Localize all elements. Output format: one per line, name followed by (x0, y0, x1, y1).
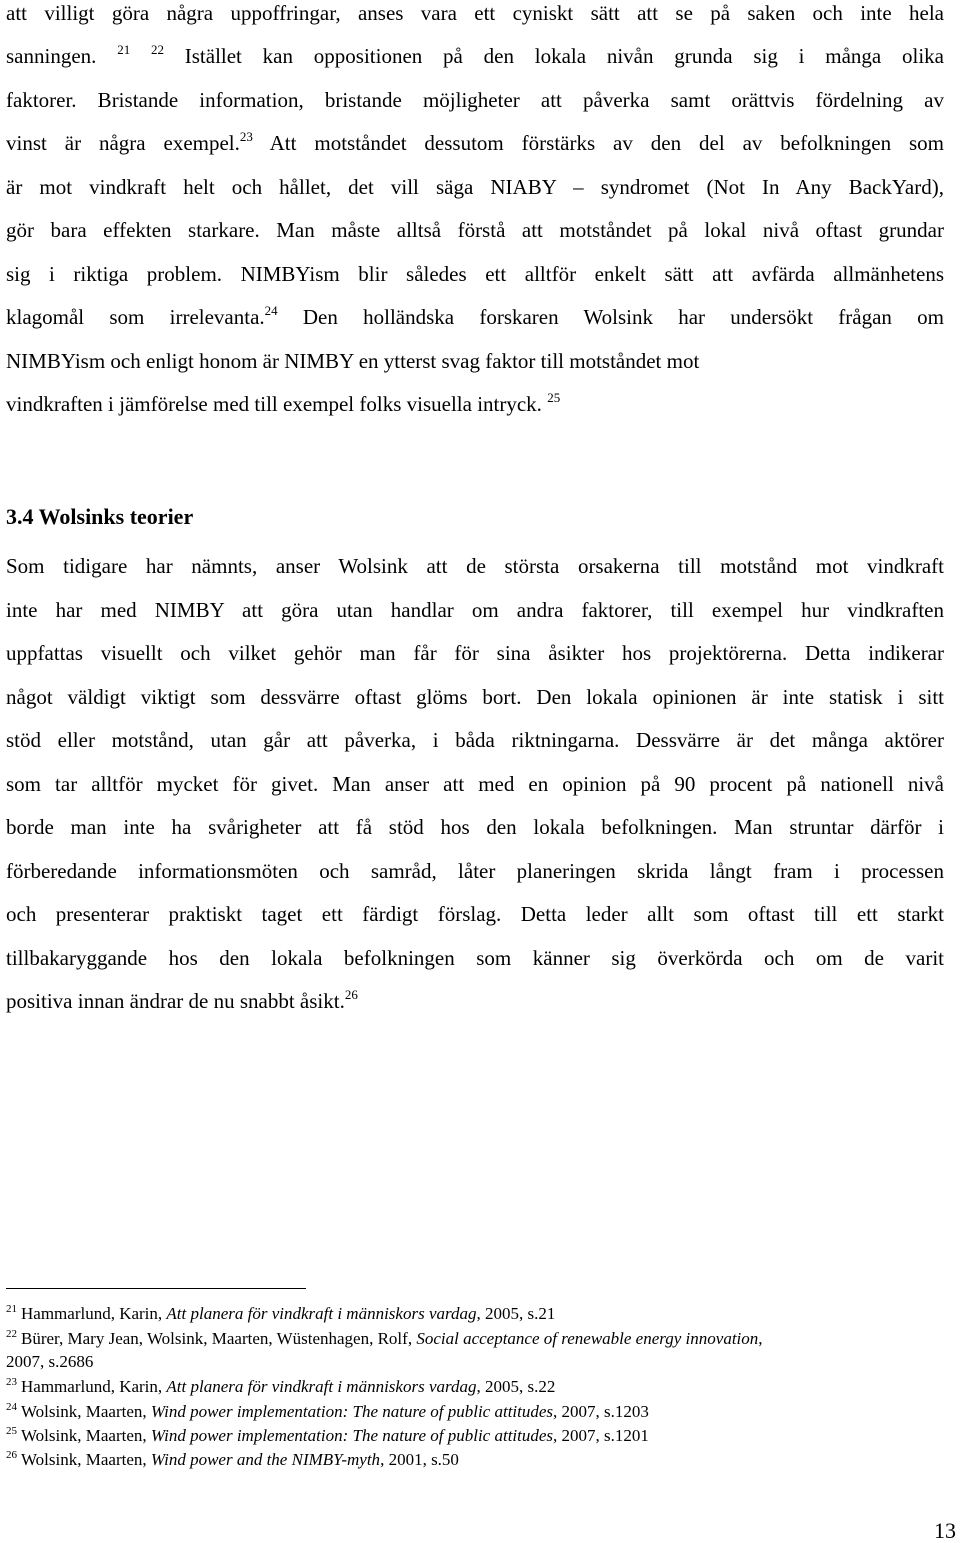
footnote-text: Wolsink, Maarten, (21, 1402, 151, 1421)
text-line: att villigt göra några uppoffringar, anses vara ett cyniskt sätt att se på saken och inte hela (6, 1, 944, 25)
text-line: inte har med NIMBY att göra utan handlar om andra faktorer, till exempel hur vindkraften (6, 598, 944, 622)
text-span: klagomål som irrelevanta. (6, 305, 265, 329)
footnote-number: 25 (6, 1425, 17, 1437)
footnote (6, 1450, 459, 1470)
text-line: är mot vindkraft helt och hållet, det vill säga NIABY – syndromet (Not In Any BackYard), (6, 175, 944, 199)
text-line: och presenterar praktiskt taget ett färdigt förslag. Detta leder allt som oftast till ett starkt (6, 902, 944, 926)
footnote (6, 1304, 555, 1324)
footnote-text: Wolsink, Maarten, (21, 1426, 151, 1445)
footnote-ref[interactable]: 21 (117, 42, 131, 57)
footnote-text: , 2007, s.1201 (553, 1426, 649, 1445)
footnote-text: Wolsink, Maarten, (21, 1450, 151, 1469)
footnote-title: Wind power implementation: The nature of public attitudes (150, 1426, 554, 1445)
section-heading: 3.4 Wolsinks teorier (6, 504, 194, 529)
footnote-ref[interactable]: 23 (239, 129, 253, 144)
footnote (6, 1329, 763, 1349)
text-span: Den holländska forskaren Wolsink har undersökt frågan om (302, 305, 944, 329)
footnote-title: Att planera för vindkraft i människors vardag (166, 1304, 477, 1323)
footnote-number: 24 (6, 1401, 17, 1413)
footnote-ref[interactable]: 25 (547, 390, 561, 405)
footnote-text: Hammarlund, Karin, (21, 1304, 167, 1323)
text-line (6, 304, 944, 330)
text-line: NIMBYism och enligt honom är NIMBY en ytterst svag faktor till motståndet mot (6, 349, 700, 373)
text-line: Som tidigare har nämnts, anser Wolsink att de största orsakerna till motstånd mot vindkraft (6, 554, 944, 578)
footnote-text: , 2005, s.22 (476, 1377, 556, 1396)
text-line: gör bara effekten starkare. Man måste alltså förstå att motståndet på lokal nivå oftast grundar (6, 218, 944, 242)
text-span: vinst är några exempel. (6, 131, 240, 155)
text-line: sig i riktiga problem. NIMBYism blir således ett alltför enkelt sätt att avfärda allmänhetens (6, 262, 944, 286)
footnote-number: 22 (6, 1328, 17, 1340)
text-line: något väldigt viktigt som dessvärre oftast glöms bort. Den lokala opinionen är inte statisk i sitt (6, 685, 944, 709)
footnote (6, 1377, 555, 1397)
footnote-text: Bürer, Mary Jean, Wolsink, Maarten, Wüstenhagen, Rolf, (21, 1329, 417, 1348)
footnote-title: Wind power implementation: The nature of public attitudes (150, 1402, 554, 1421)
footnote-title: Social acceptance of renewable energy innovation (416, 1329, 759, 1348)
footnote-title: Att planera för vindkraft i människors vardag (166, 1377, 477, 1396)
text-line: faktorer. Bristande information, bristande möjligheter att påverka samt orättvis fördelning av (6, 88, 944, 112)
footnote-ref[interactable]: 22 (150, 42, 164, 57)
footnote-title: Wind power and the NIMBY-myth (150, 1450, 381, 1469)
text-line (6, 988, 358, 1014)
footnote-text: Hammarlund, Karin, (21, 1377, 167, 1396)
text-span: Att motståndet dessutom förstärks av den del av befolkningen som (269, 131, 945, 155)
page-number: 13 (934, 1518, 956, 1543)
footnote-text: , 2001, s.50 (380, 1450, 459, 1469)
footnote-text: , 2007, s.1203 (553, 1402, 649, 1421)
footnote-text: , 2005, s.21 (476, 1304, 556, 1323)
text-span: vindkraften i jämförelse med till exempel folks visuella intryck. (6, 392, 542, 416)
text-span: sanningen. (6, 44, 97, 68)
footnote-ref[interactable]: 26 (344, 987, 358, 1002)
text-line (6, 391, 560, 417)
footnote-ref[interactable]: 24 (264, 303, 278, 318)
text-line: tillbakaryggande hos den lokala befolkningen som känner sig överkörda och om de varit (6, 946, 944, 970)
text-line: borde man inte ha svårigheter att få stöd hos den lokala befolkningen. Man struntar därför i (6, 815, 944, 839)
footnote-number: 21 (6, 1303, 17, 1315)
text-line: förberedande informationsmöten och samråd, låter planeringen skrida långt fram i processen (6, 859, 944, 883)
footnote (6, 1402, 649, 1422)
footnote-text: , (758, 1329, 763, 1348)
text-span: Istället kan oppositionen på den lokala nivån grunda sig i många olika (184, 44, 944, 68)
text-line (6, 43, 944, 69)
footnote (6, 1426, 649, 1446)
footnote-separator (6, 1288, 306, 1289)
text-line: stöd eller motstånd, utan går att påverka, i båda riktningarna. Dessvärre är det många aktörer (6, 728, 944, 752)
text-line: som tar alltför mycket för givet. Man anser att med en opinion på 90 procent på nationell nivå (6, 772, 944, 796)
text-span: positiva innan ändrar de nu snabbt åsikt. (6, 989, 345, 1013)
footnote-number: 26 (6, 1449, 17, 1461)
footnote-continuation: 2007, s.2686 (6, 1352, 94, 1371)
text-line (6, 130, 944, 156)
text-line: uppfattas visuellt och vilket gehör man får för sina åsikter hos projektörerna. Detta indikerar (6, 641, 944, 665)
footnote-number: 23 (6, 1376, 17, 1388)
